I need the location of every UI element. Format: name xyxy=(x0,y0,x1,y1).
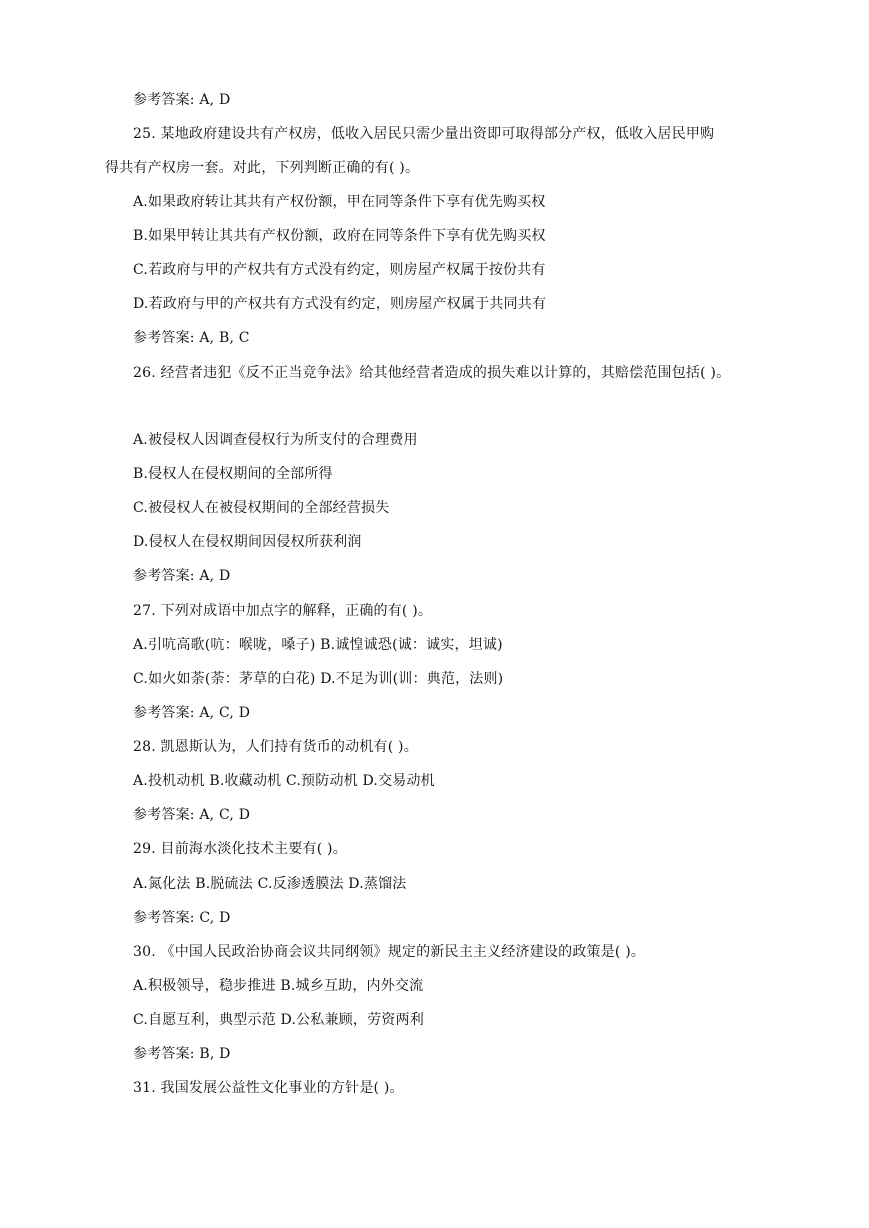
question-28: 28. 凯恩斯认为，人们持有货币的动机有( )。 xyxy=(133,739,418,755)
question-30: 30. 《中国人民政治协商会议共同纲领》规定的新民主主义经济建设的政策是( )。 xyxy=(133,944,646,960)
option-line: C.自愿互利，典型示范 D.公私兼顾，劳资两利 xyxy=(133,1012,424,1028)
answer-line: 参考答案: A, B, C xyxy=(133,330,250,346)
question-29: 29. 目前海水淡化技术主要有( )。 xyxy=(133,841,347,857)
option-line: C.如火如荼(荼：茅草的白花) D.不足为训(训：典范，法则) xyxy=(133,671,504,687)
option-line: A.如果政府转让其共有产权份额，甲在同等条件下享有优先购买权 xyxy=(133,194,546,210)
option-line: B.侵权人在侵权期间的全部所得 xyxy=(133,466,333,482)
option-line: A.被侵权人因调查侵权行为所支付的合理费用 xyxy=(133,432,418,448)
question-25-cont: 得共有产权房一套。对此，下列判断正确的有( )。 xyxy=(105,160,420,176)
option-line: A.引吭高歌(吭：喉咙，嗓子) B.诚惶诚恐(诚：诚实，坦诚) xyxy=(133,637,503,653)
question-31: 31. 我国发展公益性文化事业的方针是( )。 xyxy=(133,1080,404,1096)
answer-line: 参考答案: A, C, D xyxy=(133,807,251,823)
option-line: A.氮化法 B.脱硫法 C.反渗透膜法 D.蒸馏法 xyxy=(133,876,407,892)
option-line: D.若政府与甲的产权共有方式没有约定，则房屋产权属于共同共有 xyxy=(133,296,547,312)
option-line: D.侵权人在侵权期间因侵权所获利润 xyxy=(133,534,362,550)
option-line: A.投机动机 B.收藏动机 C.预防动机 D.交易动机 xyxy=(133,773,435,789)
answer-line: 参考答案: A, D xyxy=(133,92,231,108)
answer-line: 参考答案: A, C, D xyxy=(133,705,251,721)
question-25: 25. 某地政府建设共有产权房，低收入居民只需少量出资即可取得部分产权，低收入居民甲购 xyxy=(133,126,715,142)
answer-line: 参考答案: A, D xyxy=(133,568,231,584)
option-line: C.被侵权人在被侵权期间的全部经营损失 xyxy=(133,500,390,516)
option-line: A.积极领导，稳步推进 B.城乡互助，内外交流 xyxy=(133,978,424,994)
answer-line: 参考答案: C, D xyxy=(133,910,231,926)
question-27: 27. 下列对成语中加点字的解释，正确的有( )。 xyxy=(133,603,433,619)
option-line: B.如果甲转让其共有产权份额，政府在同等条件下享有优先购买权 xyxy=(133,228,546,244)
option-line: C.若政府与甲的产权共有方式没有约定，则房屋产权属于按份共有 xyxy=(133,262,546,278)
question-26: 26. 经营者违犯《反不正当竞争法》给其他经营者造成的损失难以计算的，其赔偿范围包括( )。 xyxy=(133,365,731,381)
answer-line: 参考答案: B, D xyxy=(133,1046,231,1062)
